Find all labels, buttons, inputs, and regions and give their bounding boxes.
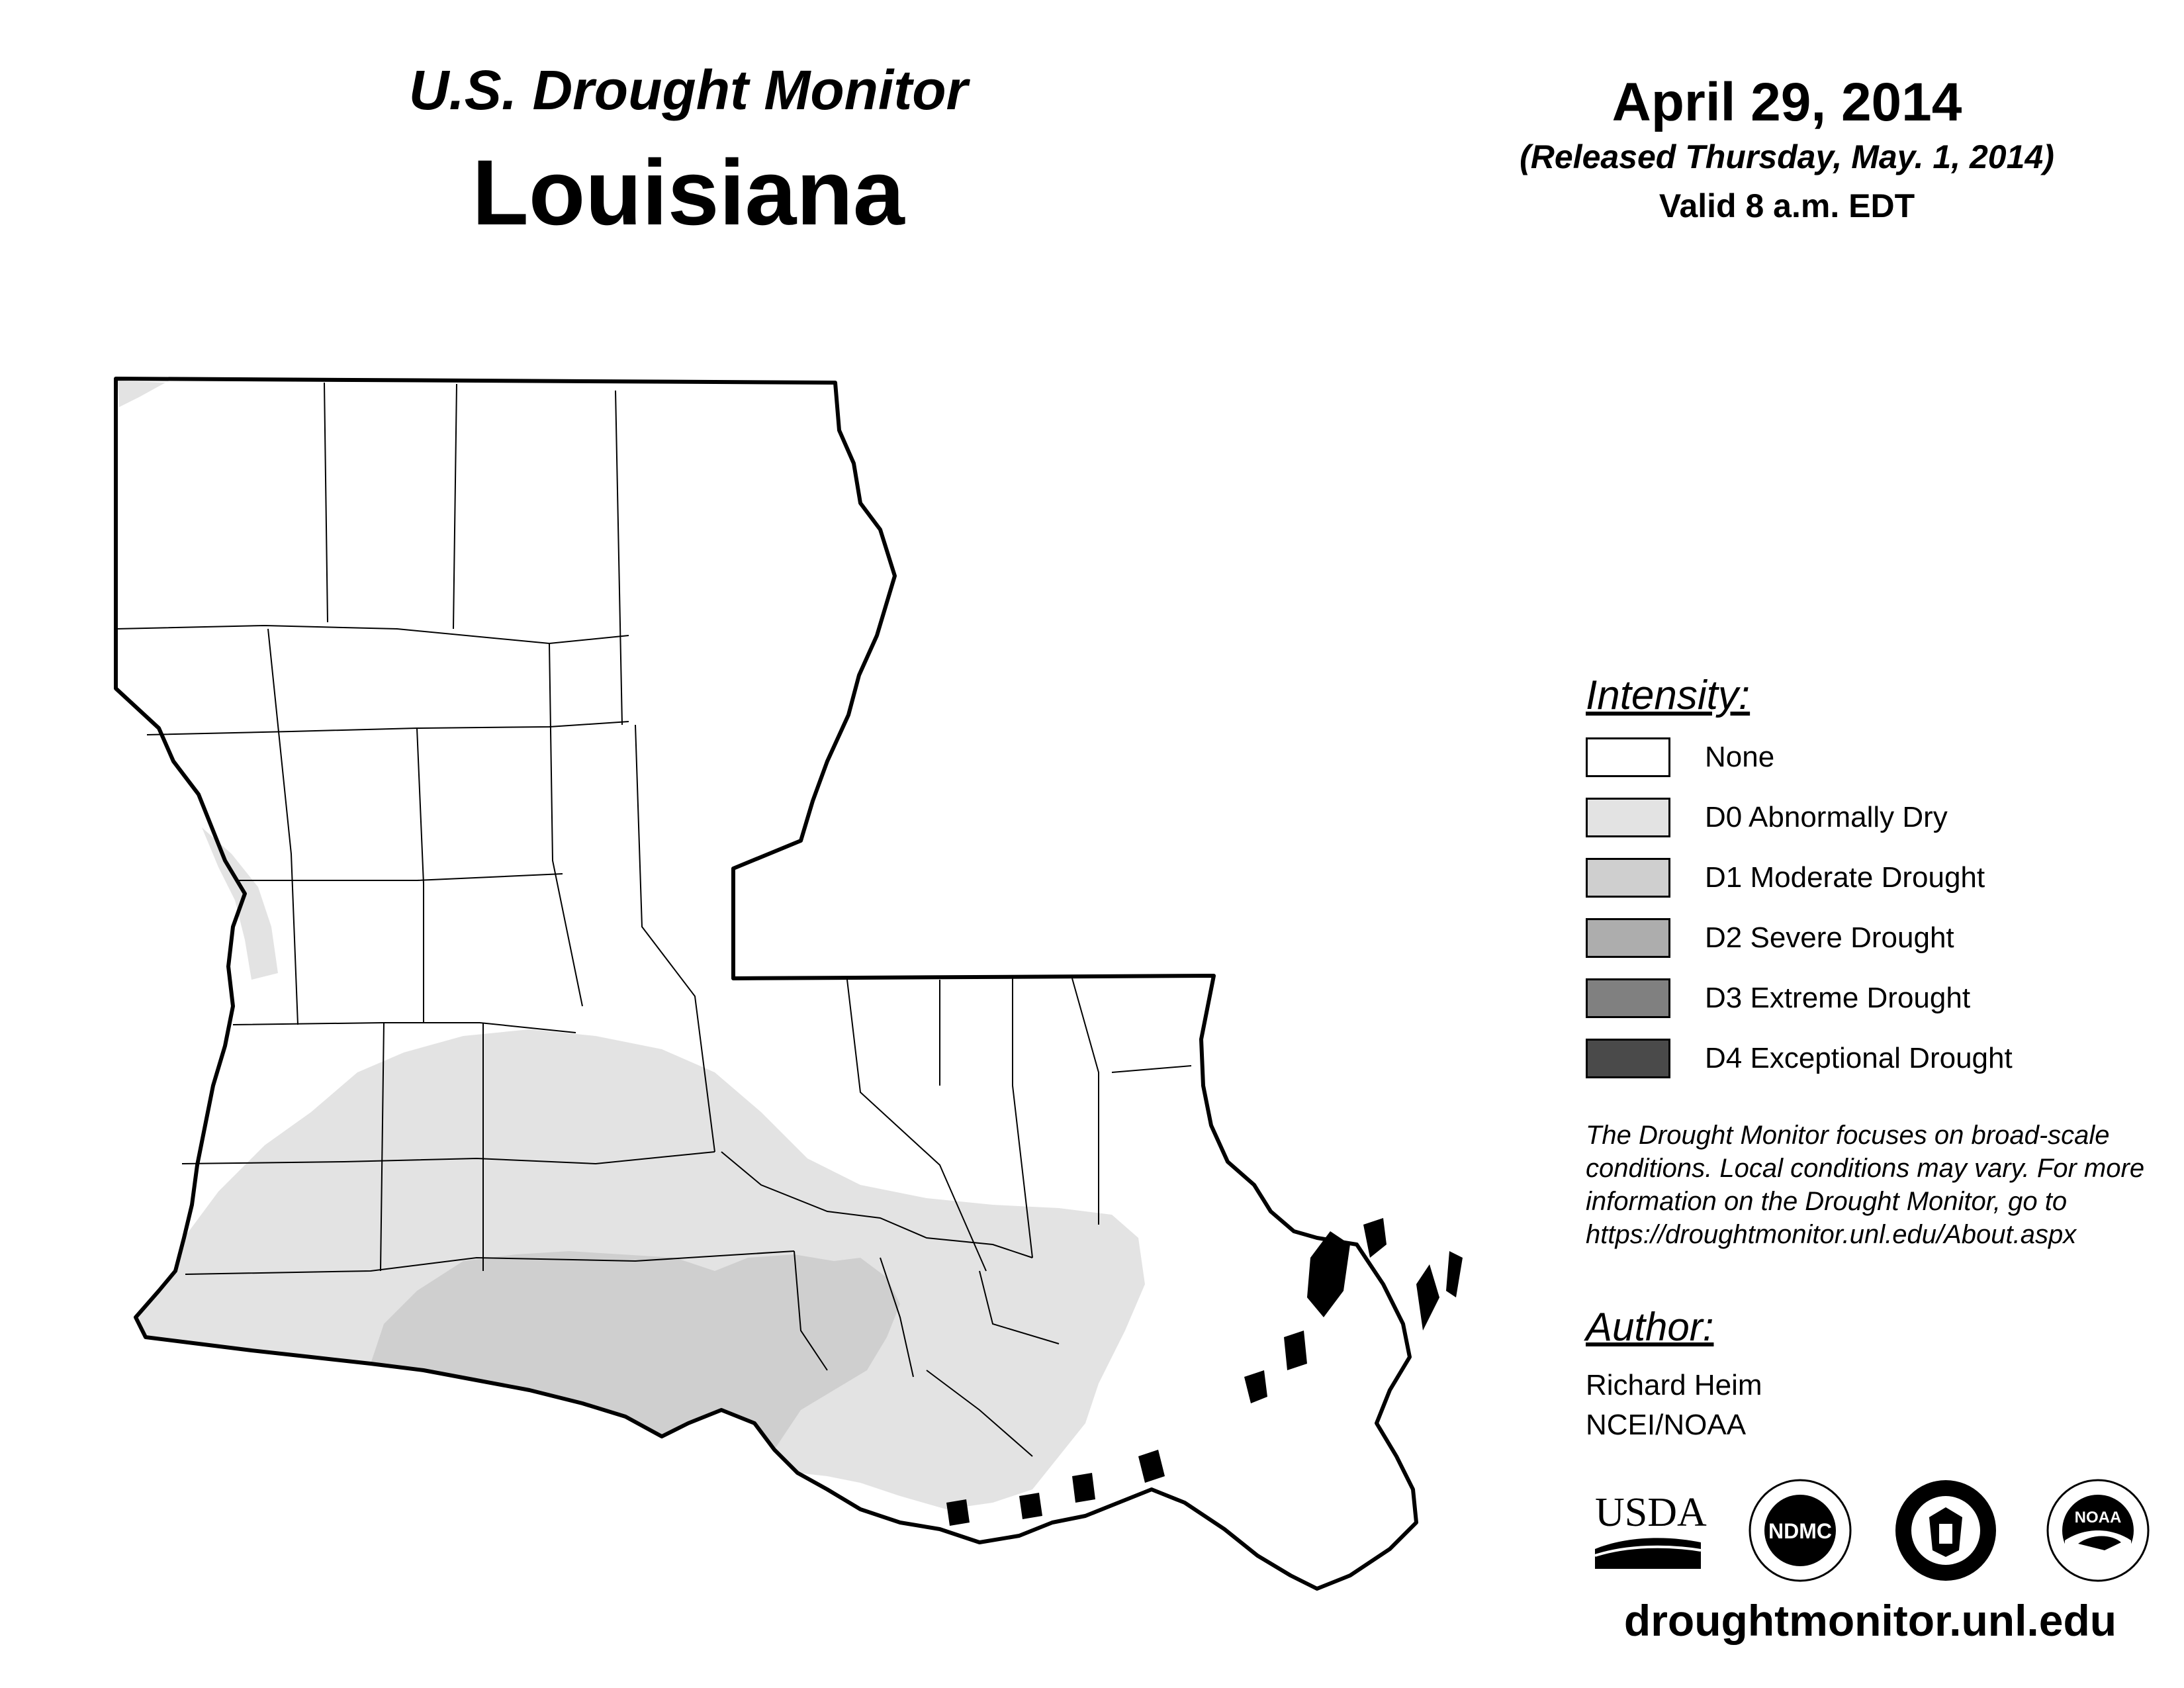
legend-item-d0	[1586, 796, 1948, 839]
legend-item-d2	[1586, 917, 1954, 959]
usda-logo-mark	[1595, 1536, 1701, 1569]
legend-title: Intensity:	[1586, 673, 1751, 718]
author-name: Richard Heim	[1586, 1369, 1762, 1401]
usda-logo[interactable]	[1595, 1489, 1707, 1569]
note-line: conditions. Local conditions may vary. For more	[1586, 1154, 2145, 1183]
note-link[interactable]: https://droughtmonitor.unl.edu/About.aspx	[1586, 1220, 2077, 1249]
ndmc-logo[interactable]	[1747, 1477, 1853, 1583]
legend-label: None	[1705, 741, 1775, 773]
map-date: April 29, 2014	[1612, 72, 1962, 132]
usda-logo-text: USDA	[1595, 1490, 1707, 1535]
department-of-commerce-seal-icon	[1893, 1477, 1999, 1583]
legend-swatch-d2	[1586, 918, 1670, 958]
author-org: NCEI/NOAA	[1586, 1409, 1747, 1441]
map-subtitle: U.S. Drought Monitor	[408, 59, 968, 121]
legend-label: D1 Moderate Drought	[1705, 861, 1985, 894]
legend-label: D0 Abnormally Dry	[1705, 801, 1948, 833]
legend-label: D4 Exceptional Drought	[1705, 1042, 2013, 1074]
legend-swatch-d0	[1586, 798, 1670, 837]
legend-label: D2 Severe Drought	[1705, 921, 1954, 954]
valid-time: Valid 8 a.m. EDT	[1659, 187, 1915, 224]
ndmc-label: NDMC	[1768, 1519, 1832, 1543]
note-line: The Drought Monitor focuses on broad-scale	[1586, 1121, 2110, 1150]
legend-swatch-d4	[1586, 1039, 1670, 1078]
map-title: Louisiana	[472, 140, 905, 244]
legend-item-d4	[1586, 1037, 2013, 1080]
ndmc-seal-icon	[1747, 1477, 1853, 1583]
noaa-seal-icon	[2045, 1477, 2151, 1583]
author-title: Author:	[1586, 1305, 1714, 1349]
legend-swatch-none	[1586, 737, 1670, 777]
legend-swatch-d1	[1586, 858, 1670, 898]
drought-monitor-note	[1586, 1119, 2168, 1251]
noaa-logo[interactable]	[2045, 1477, 2151, 1583]
footer-url-link[interactable]: droughtmonitor.unl.edu	[1623, 1596, 2117, 1645]
noaa-label: NOAA	[2074, 1509, 2122, 1526]
release-date: (Released Thursday, May. 1, 2014)	[1520, 138, 2054, 175]
legend-item-none	[1586, 736, 1774, 778]
legend-item-d3	[1586, 977, 1970, 1019]
note-line: information on the Drought Monitor, go to	[1586, 1187, 2068, 1216]
commerce-logo[interactable]	[1893, 1477, 1999, 1583]
legend-item-d1	[1586, 857, 1985, 899]
legend-label: D3 Extreme Drought	[1705, 982, 1971, 1014]
legend-swatch-d3	[1586, 978, 1670, 1018]
